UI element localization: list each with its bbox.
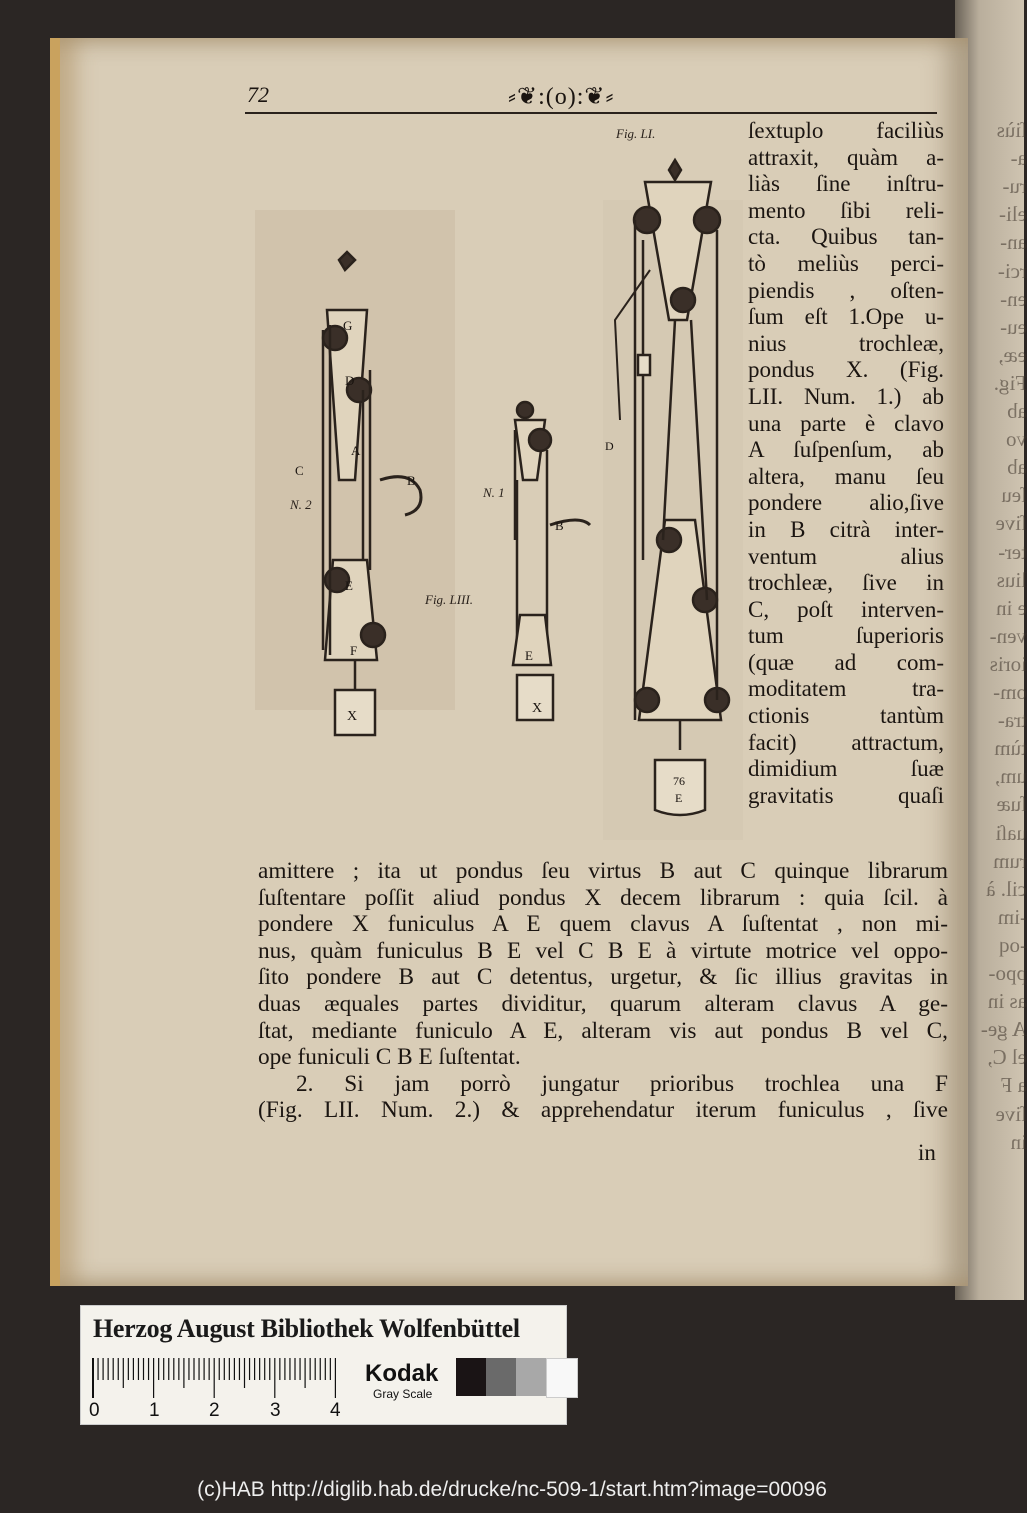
side-text-line: A ſuſpenſum, ab [748, 437, 944, 463]
facing-page-fragment: cil. à [986, 876, 1027, 901]
facing-page-fragment: eu- [1000, 314, 1027, 339]
ruler-number: 0 [89, 1400, 100, 1421]
side-text-line: ſum eſt 1.Ope u- [748, 304, 944, 330]
label-B: B [407, 473, 416, 488]
label-X: X [347, 709, 358, 724]
swatch-black [456, 1358, 486, 1396]
facing-page-fragment: ab [1007, 455, 1027, 480]
side-text-line: ſextuplo faciliùs [748, 118, 944, 143]
swatch-dark-gray [486, 1358, 516, 1396]
label-E: E [345, 578, 353, 593]
scale-ruler [93, 1358, 353, 1402]
facing-page-fragment: uaſi [995, 820, 1027, 845]
label-X2: X [532, 701, 543, 716]
facing-page-fragment: ſeu [1001, 483, 1027, 508]
side-text-line: LII. Num. 1.) ab [748, 383, 944, 409]
facing-page-fragment: ſive [995, 511, 1027, 536]
side-text-line: cta. Quibus tan- [748, 224, 944, 250]
facing-page-fragment: ven- [989, 623, 1027, 648]
main-text-line: ſtat, mediante funiculo A E, alteram vis aut pondus B vel C, [258, 1017, 948, 1044]
ruler-number: 4 [330, 1400, 341, 1421]
main-text-line: nus, quàm funiculus B E vel C B E à virtute motrice vel oppo- [258, 937, 948, 964]
facing-page-fragment: ioris [989, 651, 1027, 676]
side-text-line: moditatem tra- [748, 676, 944, 702]
n1-label: N. 1 [483, 485, 505, 500]
label-B2: B [555, 518, 564, 533]
side-text-line: facit) attractum, [748, 729, 944, 755]
label-G: G [343, 318, 353, 333]
facing-page-fragment: -oq [999, 932, 1027, 957]
facing-page-fragment: ab [1007, 399, 1027, 423]
facing-page-fragment: ter- [998, 539, 1027, 564]
label-D3: D [605, 439, 614, 453]
side-text-line: una parte è clavo [748, 410, 944, 436]
facing-page-fragment: ſuæ [996, 792, 1027, 817]
page-number: 72 [247, 82, 269, 107]
swatch-light-gray [516, 1358, 546, 1396]
side-text-line: (quæ ad com- [748, 649, 944, 675]
side-text-line: piendis , oſten- [748, 277, 944, 303]
side-text-line: altera, manu ſeu [748, 463, 944, 489]
facing-page-fragment: rum [993, 848, 1027, 873]
facing-page-fragment: el C, [987, 1045, 1027, 1070]
side-text-line: attraxit, quàm a- [748, 144, 944, 170]
facing-page-fragment: e in [996, 595, 1027, 620]
pulley-engraving [255, 120, 745, 840]
color-calibration-card [80, 1305, 567, 1425]
facing-page-fragment: -im [997, 904, 1027, 929]
main-text-line: 2. Si jam porrò jungatur prioribus trochlea una F [296, 1070, 948, 1097]
side-text-line: pondus X. (Fig. [748, 357, 944, 383]
facing-page-fragment: um, [994, 764, 1027, 789]
fig-53-label: Fig. LIII. [425, 592, 474, 607]
main-text-line: ope funiculi C B E ſuſtentat. [258, 1044, 521, 1071]
label-E2: E [525, 648, 533, 663]
footer-url: (c)HAB http://diglib.hab.de/drucke/nc-509-1/start.htm?image=00096 [197, 1478, 827, 1501]
swatch-white [546, 1358, 578, 1398]
label-E3: E [675, 791, 683, 805]
label-D: D [345, 373, 355, 388]
facing-page-fragment: eli- [999, 202, 1027, 227]
side-text-line: C, poſt interven- [748, 596, 944, 622]
facing-page-fragment: A ge- [980, 1017, 1027, 1042]
ruler-number: 2 [209, 1400, 220, 1421]
gray-scale-label: Gray Scale [373, 1387, 433, 1401]
main-text-line: pondere X funiculus A E quem clavus A ſuſtentat , non mi- [258, 911, 948, 938]
facing-page-fragment: ru- [1002, 174, 1027, 199]
side-text-line: mento ſibi reli- [748, 197, 944, 223]
side-text-line: gravitatis quaſi [748, 782, 944, 808]
facing-page-fragment: ſive [995, 1101, 1027, 1126]
ruler-number: 3 [270, 1400, 281, 1421]
main-text-line: ſito pondere B aut C detentus, urgetur, & ſic illius gravitas in [258, 964, 948, 991]
ruler-number: 1 [149, 1400, 160, 1421]
kodak-brand: Kodak [365, 1360, 439, 1387]
main-text-line: amittere ; ita ut pondus ſeu virtus B aut C quinque librarum [258, 858, 948, 884]
facing-page-fragment: ſiùs [996, 118, 1027, 142]
facing-page-fragment: rci- [997, 258, 1027, 283]
label-F: F [350, 643, 358, 658]
side-text-line: nius trochleæ, [748, 330, 944, 356]
facing-page-fragment: om- [993, 680, 1027, 704]
facing-page-fragment: as in [987, 989, 1027, 1014]
main-paragraph [258, 858, 948, 1124]
main-text-line: duas æquales partes dividitur, quarum alteram clavus A ge- [258, 990, 948, 1017]
facing-page-fragment: en- [1000, 286, 1027, 311]
header-ornament: ⸗❦:(o):❦⸗ [508, 84, 615, 110]
side-column-text [748, 118, 944, 809]
side-text-line: tò meliùs perci- [748, 250, 944, 276]
facing-page-fragment: an- [1000, 230, 1027, 255]
side-text-line: in B citrà inter- [748, 516, 944, 542]
side-text-line: trochleæ, ſive in [748, 570, 944, 596]
facing-page-fragment: tra- [997, 708, 1027, 733]
side-text-line: tum ſuperioris [748, 623, 944, 649]
library-name: Herzog August Bibliothek Wolfenbüttel [93, 1314, 520, 1343]
main-text-line: ſuſtentare poſſit aliud pondus X decem librarum : quia ſcil. à [258, 884, 948, 911]
catchword: in [918, 1140, 936, 1165]
n2-label: N. 2 [290, 497, 312, 512]
facing-page-fragment: lius [996, 567, 1027, 592]
facing-page-fragment: in [1010, 1129, 1027, 1154]
fig-51-label: Fig. LI. [616, 126, 656, 141]
label-76: 76 [673, 774, 685, 788]
facing-page-fragment: eæ, [998, 342, 1027, 367]
side-text-line: dimidium ſuæ [748, 756, 944, 782]
facing-page-fragment: a- [1010, 146, 1027, 171]
facing-page-fragment: Fig. [993, 370, 1027, 395]
side-text-line: pondere alio,ſive [748, 490, 944, 516]
side-text-line: ctionis tantùm [748, 703, 944, 729]
facing-page-fragment: a F [1000, 1073, 1027, 1098]
facing-page-fragment: vo [1006, 427, 1027, 452]
label-A: A [351, 443, 361, 458]
label-C: C [295, 463, 304, 478]
facing-page-fragment: tùm [994, 736, 1027, 761]
facing-page-fragment: ppo- [988, 961, 1027, 985]
side-text-line: ventum alius [748, 543, 944, 569]
main-text-line: (Fig. LII. Num. 2.) & apprehendatur iterum funiculus , ſive [258, 1097, 948, 1124]
header-rule [245, 112, 937, 114]
side-text-line: liàs ſine inſtru- [748, 171, 944, 197]
